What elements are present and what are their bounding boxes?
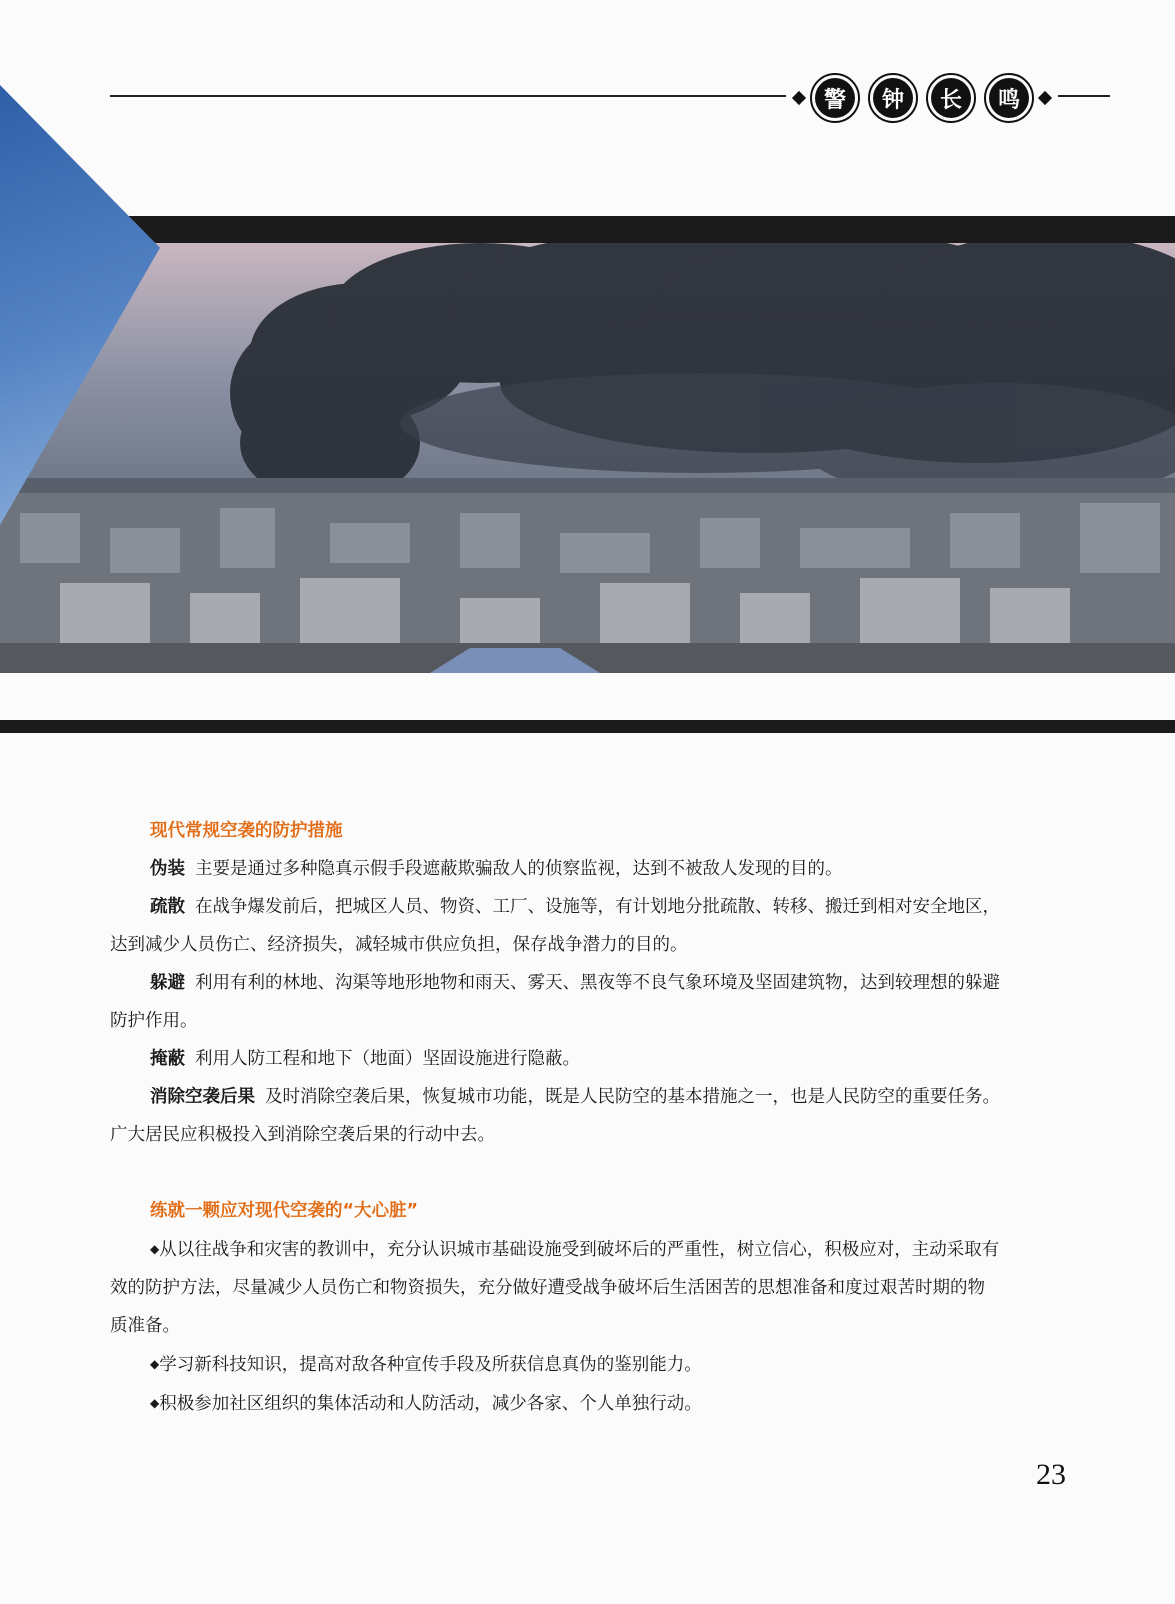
- paragraph-text: 利用人防工程和地下（地面）坚固设施进行隐蔽。: [195, 1049, 580, 1069]
- diamond-icon: [792, 91, 806, 105]
- bullet-item: [110, 1345, 1000, 1384]
- diamond-bullet-icon: ◆: [150, 1396, 160, 1410]
- paragraph-shelter: [110, 1040, 1000, 1078]
- section-title-big-heart: 练就一颗应对现代空袭的“大心脏”: [150, 1201, 419, 1221]
- badge-char: 长: [931, 78, 971, 118]
- keyword: 疏散: [150, 897, 185, 917]
- photo-frame-bottom-bar: [0, 720, 1175, 733]
- paragraph-text: 主要是通过多种隐真示假手段遮蔽欺骗敌人的侦察监视，达到不被敌人发现的目的。: [195, 859, 843, 879]
- diamond-icon: [1038, 91, 1052, 105]
- city-smoke-illustration: [0, 243, 1175, 673]
- badge-char: 钟: [873, 78, 913, 118]
- bullet-item: [110, 1384, 1000, 1423]
- badge-char: 鸣: [989, 78, 1029, 118]
- article-body: [110, 812, 1000, 1423]
- bullet-text: 学习新科技知识，提高对敌各种宣传手段及所获信息真伪的鉴别能力。: [159, 1355, 702, 1375]
- diamond-bullet-icon: ◆: [150, 1357, 160, 1371]
- paragraph-avoidance: [110, 964, 1000, 1040]
- bullet-item: [110, 1230, 1000, 1345]
- keyword: 掩蔽: [150, 1049, 185, 1069]
- city-smoke-photo: [0, 243, 1175, 673]
- paragraph-evacuation: [110, 888, 1000, 964]
- badge-3: [926, 73, 976, 123]
- photo-frame-top-bar: [0, 216, 1175, 243]
- keyword: 躲避: [150, 973, 185, 993]
- bullet-text: 从以往战争和灾害的教训中，充分认识城市基础设施受到破坏后的严重性，树立信心，积极应对，主动采取有效的防护方法，尽量减少人员伤亡和物资损失，充分做好遭受战争破坏后生活困苦的思想准备和度过艰苦时期的物质准备。: [110, 1240, 1000, 1336]
- badge-4: [984, 73, 1034, 123]
- badge-char: 警: [815, 78, 855, 118]
- paragraph-aftermath: [110, 1078, 1000, 1154]
- keyword: 消除空袭后果: [150, 1087, 255, 1107]
- keyword: 伪装: [150, 859, 185, 879]
- badge-1: [810, 73, 860, 123]
- diamond-bullet-icon: ◆: [150, 1242, 160, 1256]
- section-title-protection: 现代常规空袭的防护措施: [150, 821, 343, 841]
- page-number: 23: [1036, 1458, 1066, 1491]
- paragraph-text: 利用有利的林地、沟渠等地形地物和雨天、雾天、黑夜等不良气象环境及坚固建筑物，达到较理想的躲避防护作用。: [110, 973, 1000, 1031]
- paragraph-text: 及时消除空袭后果，恢复城市功能，既是人民防空的基本措施之一，也是人民防空的重要任务。广大居民应积极投入到消除空袭后果的行动中去。: [110, 1087, 1000, 1145]
- paragraph-text: 在战争爆发前后，把城区人员、物资、工厂、设施等，有计划地分批疏散、转移、搬迁到相对安全地区，达到减少人员伤亡、经济损失，减轻城市供应负担，保存战争潜力的目的。: [110, 897, 1000, 955]
- header-badges: [786, 73, 1058, 123]
- paragraph-camouflage: [110, 850, 1000, 888]
- badge-2: [868, 73, 918, 123]
- bullet-text: 积极参加社区组织的集体活动和人防活动，减少各家、个人单独行动。: [159, 1394, 702, 1414]
